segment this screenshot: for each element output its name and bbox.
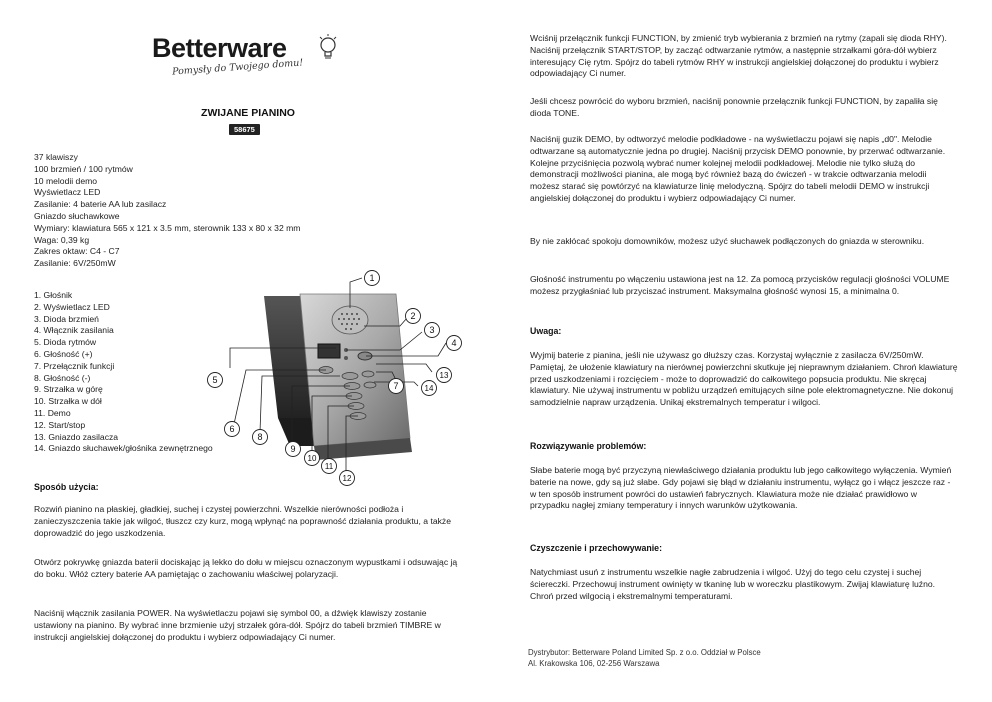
svg-text:12: 12 (342, 474, 352, 483)
callout-3 (425, 323, 440, 338)
lightbulb-icon (317, 34, 339, 64)
callout-2 (406, 309, 421, 324)
usage-paragraph-2: Otwórz pokrywkę gniazda baterii dociskając ją lekko do dołu w miejscu oznaczonym wypustkami i odsuwając ją do boku. Włóż cztery baterie AA pamiętając o zachowaniu właściwej polaryzacji. (34, 557, 458, 579)
product-code-badge: 58675 (229, 124, 260, 135)
part-item: 13. Gniazdo zasilacza (34, 431, 119, 442)
part-item: 11. Demo (34, 407, 71, 418)
svg-text:8: 8 (257, 432, 263, 442)
svg-text:6: 6 (229, 424, 235, 434)
spec-item: Zakres oktaw: C4 - C7 (34, 246, 120, 257)
distributor-line: Dystrybutor: Betterware Poland Limited Sp. z o.o. Oddział w Polsce (528, 648, 761, 657)
callout-13 (437, 368, 452, 383)
part-item: 1. Głośnik (34, 290, 73, 300)
callout-7 (389, 379, 404, 394)
brand-logo (152, 34, 342, 84)
spec-item: Gniazdo słuchawkowe (34, 210, 120, 221)
cleaning-heading: Czyszczenie i przechowywanie: (530, 543, 662, 553)
callout-14 (422, 381, 437, 396)
part-item: 9. Strzałka w górę (34, 384, 103, 395)
part-item: 7. Przełącznik funkcji (34, 360, 115, 371)
demo-paragraph: Naciśnij guzik DEMO, by odtworzyć melodie podkładowe - na wyświetlaczu pojawi się napis „d0". Melodie odtwarzane są automatycznie jedna po drugiej. Naciśnij przycisk DEMO ponownie, by przerwać odtwarzanie. Kolejne przyciśnięcia pozwolą wybrać numer kolejnej melodii podkładowej. Melodie nie tylko służą do demonstracji możliwości pianina, ale mogą być również bazą do ćwiczeń - w trakcie odtwarzania melodii możesz starać się powtórzyć na klawiaturze linię melodyczną. Spójrz do tabeli melodii DEMO w instrukcji angielskiej dołączonej do produktu i wybierz odpowiadający Ci numer. (530, 134, 946, 203)
part-item: 5. Dioda rytmów (34, 337, 97, 348)
callout-10 (305, 451, 320, 466)
svg-text:11: 11 (324, 462, 334, 471)
spec-item: Zasilanie: 4 baterie AA lub zasilacz (34, 199, 167, 210)
warning-paragraph: Wyjmij baterie z pianina, jeśli nie używasz go dłuższy czas. Korzystaj wyłącznie z zasilacza 6V/250mW. Pamiętaj, że ułożenie klawiatury na nierównej powierzchni skutkuje jej nieprawnym działaniem. Chroń klawiaturę przed uszkodzeniami i rozcięciem - może to doprowadzić do całkowitego popsucia produktu. Nie skręcaj klawiatury. Nie używaj instrumentu w pobliżu urządzeń emitujących silne pole elektromagnetyczne. Nie dokonuj samodzielnie napraw urządzenia. Unikaj ekstremalnych temperatur i wilgoci. (530, 350, 958, 408)
specs-list (34, 152, 374, 270)
spec-item: 100 brzmień / 100 rytmów (34, 163, 133, 174)
troubleshooting-paragraph: Słabe baterie mogą być przyczyną niewłaściwego działania produktu lub jego całkowitego wyłączenia. Wymień baterie na nowe, gdy są już słabe. Gdy pojawi się błąd w działaniu instrumentu, wyłącz go i włącz jeszcze raz - w ten sposób instrument powróci do ustawień fabrycznych. Klawiatura może nie działać prawidłowo w przypadku nagłej zmiany temperatury i innych warunków użytkowania. (530, 465, 952, 511)
svg-text:3: 3 (429, 325, 435, 335)
spec-item: Zasilanie: 6V/250mW (34, 258, 116, 269)
headphones-paragraph: By nie zakłócać spokoju domowników, możesz użyć słuchawek podłączonych do gniazda w sterowniku. (530, 236, 925, 246)
cleaning-paragraph: Natychmiast usuń z instrumentu wszelkie nagłe zabrudzenia i wilgoć. Użyj do tego celu czystej i suchej ściereczki. Przechowuj instrument owinięty w tkaninę lub w woreczku plastikowym. Zwijaj klawiaturę luźno. Chroń przed wilgocią i ekstremalnymi temperaturami. (530, 567, 936, 601)
svg-text:9: 9 (290, 444, 296, 454)
product-title: ZWIJANE PIANINO (201, 107, 295, 119)
callout-11 (322, 459, 337, 474)
callout-4 (447, 336, 462, 351)
brand-name: Betterware (152, 33, 287, 63)
part-item: 3. Dioda brzmień (34, 313, 99, 324)
callout-8 (253, 430, 268, 445)
part-item: 10. Strzałka w dół (34, 396, 102, 407)
usage-heading: Sposób użycia: (34, 482, 99, 492)
troubleshooting-heading: Rozwiązywanie problemów: (530, 441, 647, 451)
usage-paragraph-3: Naciśnij włącznik zasilania POWER. Na wyświetlaczu pojawi się symbol 00, a dźwięk klawiszy zostanie ustawiony na pianino. By wybrać inne brzmienie użyj strzałek góra-dół. Spójrz do tabeli brzmień TIMBRE w instrukcji angielskiej dołączonej do produktu i wybierz odpowiadający Ci numer. (34, 608, 441, 642)
spec-item: 37 klawiszy (34, 152, 78, 162)
spec-item: Waga: 0,39 kg (34, 234, 90, 245)
svg-text:13: 13 (439, 371, 449, 380)
svg-text:10: 10 (307, 454, 317, 463)
piano-controller-illustration (200, 268, 470, 490)
part-item: 4. Włącznik zasilania (34, 325, 114, 336)
svg-text:2: 2 (410, 311, 416, 321)
function-paragraph: Wciśnij przełącznik funkcji FUNCTION, by zmienić tryb wybierania z brzmień na rytmy (zapali się dioda RHY). Naciśnij przełącznik START/STOP, by zacząć odtwarzanie rytmów, a następnie strzałkami góra-dół wybierz interesujący Cię rytm. Spójrz do tabeli rytmów RHY w instrukcji angielskiej dołączonej do produktu i wybierz odpowiadający Ci numer. (530, 33, 947, 79)
part-item: 12. Start/stop (34, 419, 86, 430)
distributor-info (528, 648, 761, 669)
volume-paragraph: Głośność instrumentu po włączeniu ustawiona jest na 12. Za pomocą przycisków regulacji głośności VOLUME możesz przygłaśniać lub przyciszać instrument. Maksymalna głośność wynosi 15, a minimalna 0. (530, 274, 950, 296)
brand-slogan: Pomysły do Twojego domu! (171, 57, 304, 78)
part-item: 8. Głośność (-) (34, 372, 91, 383)
part-item: 6. Głośność (+) (34, 348, 93, 359)
svg-text:7: 7 (393, 381, 399, 391)
distributor-address: Al. Krakowska 106, 02-256 Warszawa (528, 658, 660, 668)
usage-paragraph-1: Rozwiń pianino na płaskiej, gładkiej, suchej i czystej powierzchni. Wszelkie nierówności podłoża i zanieczyszczenia takie jak wilgoć, tłuszcz czy kurz, mogą wpłynąć na poprawność działania produktu, a także doprowadzić do jego uszkodzenia. (34, 504, 451, 538)
right-column (496, 0, 992, 702)
callout-9 (286, 442, 301, 457)
part-item: 2. Wyświetlacz LED (34, 301, 110, 312)
spec-item: Wymiary: klawiatura 565 x 121 x 3.5 mm, sterownik 133 x 80 x 32 mm (34, 222, 301, 233)
part-item: 14. Gniazdo słuchawek/głośnika zewnętrznego (34, 443, 213, 454)
callout-6 (225, 422, 240, 437)
spec-item: 10 melodii demo (34, 175, 98, 186)
spec-item: Wyświetlacz LED (34, 187, 101, 198)
svg-text:5: 5 (212, 375, 218, 385)
callout-5 (208, 373, 223, 388)
warning-heading: Uwaga: (530, 326, 562, 336)
callout-1 (365, 271, 380, 286)
svg-text:1: 1 (369, 273, 375, 283)
tone-paragraph: Jeśli chcesz powrócić do wyboru brzmień, naciśnij ponownie przełącznik funkcji FUNCTION, by zapaliła się dioda TONE. (530, 96, 938, 118)
svg-text:4: 4 (451, 338, 457, 348)
svg-text:14: 14 (424, 384, 434, 393)
